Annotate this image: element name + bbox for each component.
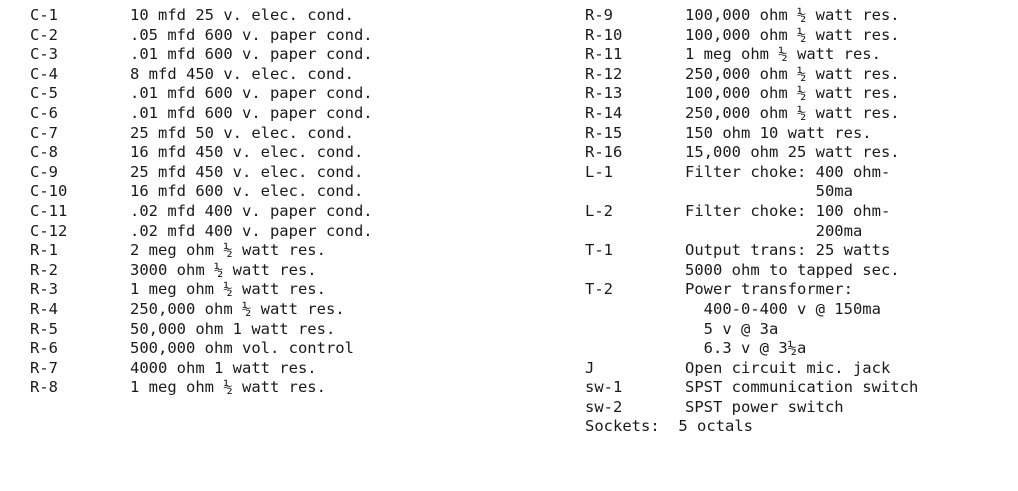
part-code: R-4	[30, 299, 58, 318]
part-code: R-8	[30, 378, 58, 397]
list-item	[585, 378, 1010, 398]
part-code: R-10	[585, 25, 623, 44]
list-item	[585, 163, 1010, 183]
part-description: 50ma	[685, 182, 853, 201]
part-code: R-15	[585, 123, 623, 142]
list-item	[30, 320, 500, 340]
part-description: 3000 ohm ½ watt res.	[130, 260, 317, 279]
part-code: C-4	[30, 64, 58, 83]
part-code: R-13	[585, 84, 623, 103]
part-description: 6.3 v @ 3½a	[685, 339, 807, 358]
part-code: J	[585, 358, 595, 377]
part-code: C-5	[30, 84, 58, 103]
part-code: C-10	[30, 182, 68, 201]
list-item	[585, 65, 1010, 85]
part-code: R-16	[585, 143, 623, 162]
part-description: .01 mfd 600 v. paper cond.	[130, 84, 373, 103]
part-code: R-11	[585, 45, 623, 64]
part-description: 8 mfd 450 v. elec. cond.	[130, 64, 354, 83]
list-item	[30, 45, 500, 65]
part-code: R-5	[30, 319, 58, 338]
list-item	[30, 65, 500, 85]
part-description: Output trans: 25 watts	[685, 241, 891, 260]
list-item	[30, 280, 500, 300]
part-description: 4000 ohm 1 watt res.	[130, 358, 317, 377]
part-code: R-3	[30, 280, 58, 299]
part-description: 100,000 ohm ½ watt res.	[685, 25, 900, 44]
list-item	[30, 124, 500, 144]
part-description: .01 mfd 600 v. paper cond.	[130, 103, 373, 122]
part-code: R-2	[30, 260, 58, 279]
part-description: .05 mfd 600 v. paper cond.	[130, 25, 373, 44]
part-description: 200ma	[685, 221, 863, 240]
part-description: Open circuit mic. jack	[685, 358, 891, 377]
part-code: R-1	[30, 241, 58, 260]
part-code: R-7	[30, 358, 58, 377]
list-item	[585, 359, 1010, 379]
list-item	[30, 202, 500, 222]
list-item	[30, 261, 500, 281]
list-item	[585, 398, 1010, 418]
list-item	[585, 84, 1010, 104]
part-description: 100,000 ohm ½ watt res.	[685, 84, 900, 103]
list-item-continuation	[585, 339, 1010, 359]
part-description: 25 mfd 450 v. elec. cond.	[130, 162, 364, 181]
part-code: R-6	[30, 339, 58, 358]
list-item	[30, 84, 500, 104]
sockets-label: Sockets:	[585, 417, 660, 436]
list-item	[30, 104, 500, 124]
list-item	[30, 6, 500, 26]
list-item	[30, 359, 500, 379]
part-code: C-2	[30, 25, 58, 44]
part-code: C-8	[30, 143, 58, 162]
part-description: 250,000 ohm ½ watt res.	[685, 64, 900, 83]
part-description: 16 mfd 450 v. elec. cond.	[130, 143, 364, 162]
part-code: R-14	[585, 103, 623, 122]
part-code: C-9	[30, 162, 58, 181]
part-code	[585, 261, 685, 281]
right-parts-list	[585, 6, 1010, 437]
part-description: 50,000 ohm 1 watt res.	[130, 319, 336, 338]
part-description: Filter choke: 400 ohm-	[685, 162, 891, 181]
part-code: T-2	[585, 280, 613, 299]
part-description: 250,000 ohm ½ watt res.	[685, 103, 900, 122]
part-code: C-11	[30, 201, 68, 220]
sockets-value: 5 octals	[678, 417, 753, 436]
part-description: 100,000 ohm ½ watt res.	[685, 6, 900, 24]
list-item	[585, 280, 1010, 300]
part-description: .02 mfd 400 v. paper cond.	[130, 201, 373, 220]
list-item	[585, 26, 1010, 46]
part-code: C-6	[30, 103, 58, 122]
part-description: 1 meg ohm ½ watt res.	[130, 378, 326, 397]
part-description: 5000 ohm to tapped sec.	[685, 260, 900, 279]
part-code: T-1	[585, 241, 613, 260]
list-item	[30, 378, 500, 398]
list-item	[30, 339, 500, 359]
part-code: C-1	[30, 6, 58, 24]
part-description: 5 v @ 3a	[685, 319, 779, 338]
part-code	[585, 182, 685, 202]
part-code: C-7	[30, 123, 58, 142]
sockets-line	[585, 417, 1010, 437]
list-item-continuation	[585, 300, 1010, 320]
list-item-continuation	[585, 222, 1010, 242]
part-description: Filter choke: 100 ohm-	[685, 201, 891, 220]
list-item	[585, 241, 1010, 261]
part-description: 2 meg ohm ½ watt res.	[130, 241, 326, 260]
list-item	[30, 241, 500, 261]
list-item	[30, 26, 500, 46]
part-description: 15,000 ohm 25 watt res.	[685, 143, 900, 162]
part-code	[585, 339, 685, 359]
part-code: L-2	[585, 201, 613, 220]
list-item-continuation	[585, 320, 1010, 340]
list-item	[585, 124, 1010, 144]
list-item-continuation	[585, 261, 1010, 281]
part-code	[585, 300, 685, 320]
part-description: .01 mfd 600 v. paper cond.	[130, 45, 373, 64]
part-code	[585, 320, 685, 340]
list-item	[30, 300, 500, 320]
list-item	[585, 143, 1010, 163]
part-description: .02 mfd 400 v. paper cond.	[130, 221, 373, 240]
part-description: SPST communication switch	[685, 378, 919, 397]
list-item-continuation	[585, 182, 1010, 202]
part-description: 1 meg ohm ½ watt res.	[685, 45, 881, 64]
list-item	[30, 143, 500, 163]
list-item	[30, 163, 500, 183]
part-code: L-1	[585, 162, 613, 181]
part-code: sw-1	[585, 378, 623, 397]
part-description: 500,000 ohm vol. control	[130, 339, 354, 358]
part-description: SPST power switch	[685, 397, 844, 416]
list-item	[585, 45, 1010, 65]
part-description: 10 mfd 25 v. elec. cond.	[130, 6, 354, 24]
part-code: sw-2	[585, 397, 623, 416]
list-item	[30, 222, 500, 242]
part-description: 25 mfd 50 v. elec. cond.	[130, 123, 354, 142]
part-description: Power transformer:	[685, 280, 853, 299]
part-code: R-12	[585, 64, 623, 83]
part-description: 1 meg ohm ½ watt res.	[130, 280, 326, 299]
list-item	[585, 6, 1010, 26]
part-code: C-3	[30, 45, 58, 64]
part-description: 150 ohm 10 watt res.	[685, 123, 872, 142]
list-item	[585, 202, 1010, 222]
left-parts-list	[30, 6, 500, 398]
part-description: 250,000 ohm ½ watt res.	[130, 299, 345, 318]
list-item	[585, 104, 1010, 124]
part-code	[585, 222, 685, 242]
list-item	[30, 182, 500, 202]
part-description: 16 mfd 600 v. elec. cond.	[130, 182, 364, 201]
part-description: 400-0-400 v @ 150ma	[685, 299, 881, 318]
part-code: C-12	[30, 221, 68, 240]
part-code: R-9	[585, 6, 613, 24]
